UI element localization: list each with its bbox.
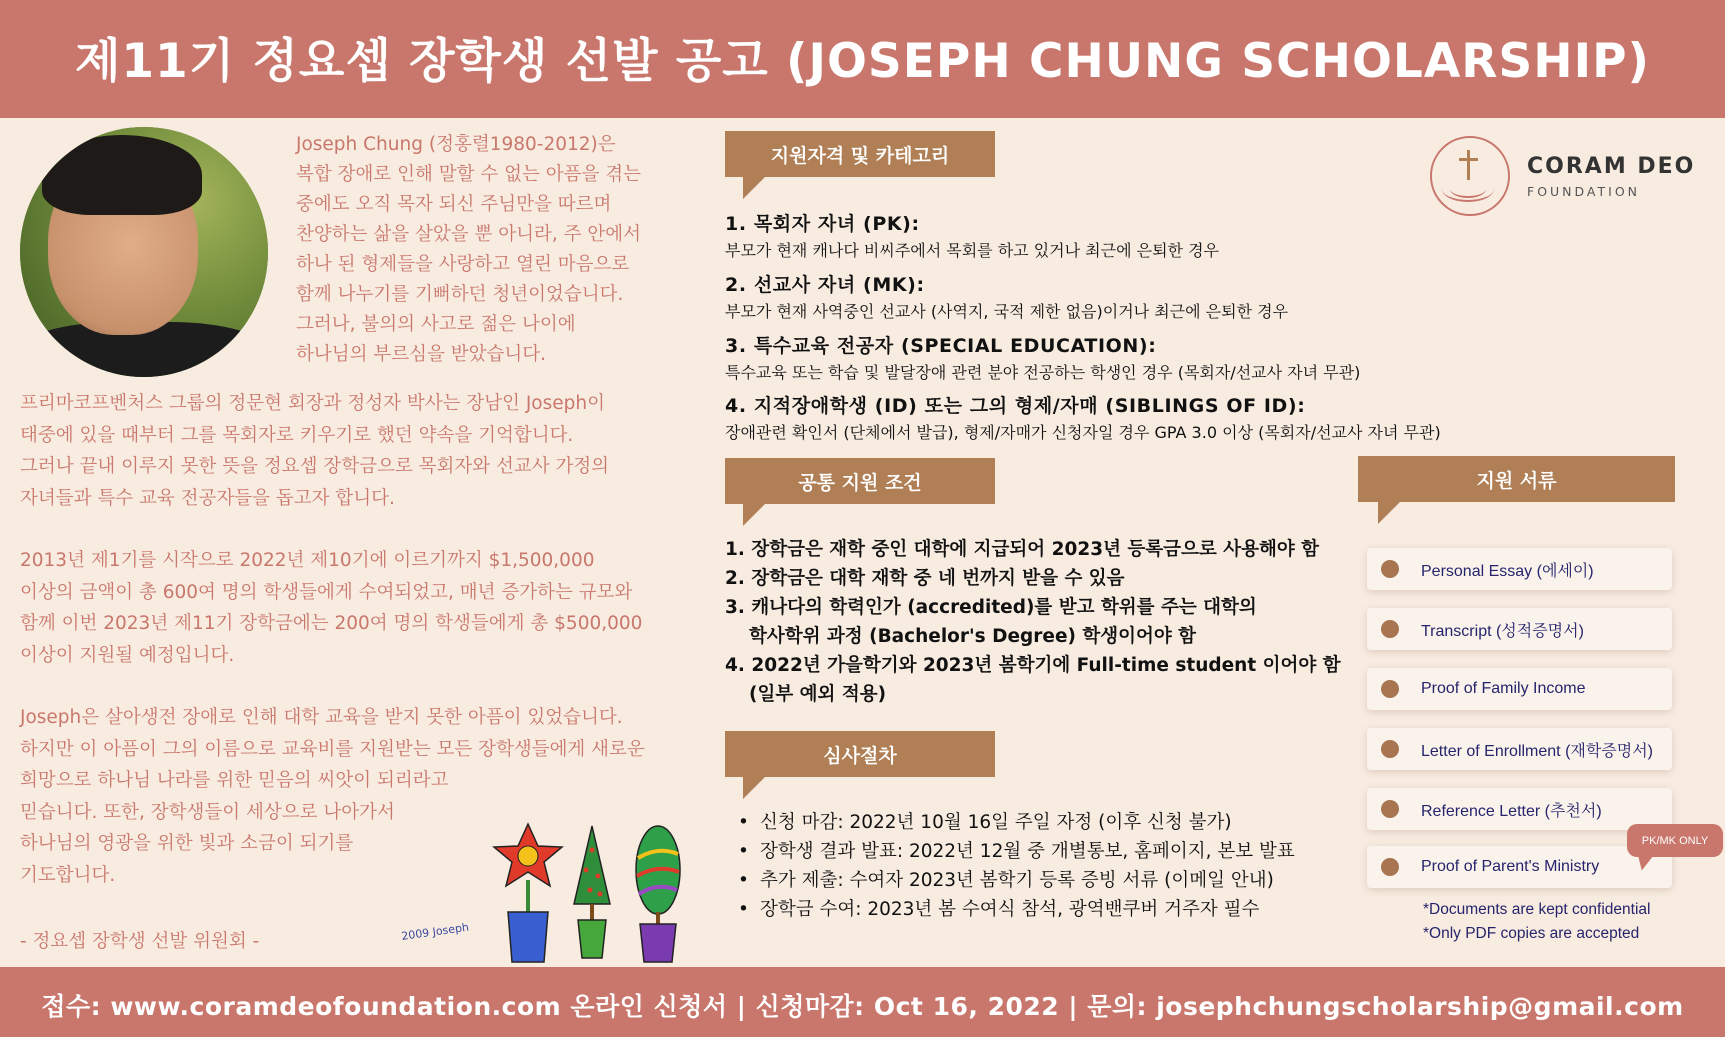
documents-heading: 지원 서류 — [1358, 456, 1675, 502]
note-line: *Documents are kept confidential — [1423, 901, 1651, 918]
category-desc: 특수교육 또는 학습 및 발달장애 관련 분야 전공하는 학생인 경우 (목회자/선교사 자녀 무관) — [725, 363, 1361, 382]
review-process-list — [738, 808, 1295, 924]
condition-line: (일부 예외 적용) — [749, 684, 887, 705]
document-label: Proof of Family Income — [1421, 680, 1586, 697]
bullet-dot-icon — [1381, 800, 1399, 818]
bio-line: 하나님의 부르심을 받았습니다. — [296, 344, 546, 365]
document-item — [1367, 728, 1672, 770]
bio-line: 태중에 있을 때부터 그를 목회자로 키우기로 했던 약속을 기억합니다. — [20, 424, 574, 446]
bio-line: 중에도 오직 목자 되신 주님만을 따르며 — [296, 194, 612, 215]
page-title: 제11기 정요셉 장학생 선발 공고 (JOSEPH CHUNG SCHOLARSHIP) — [74, 34, 1651, 89]
bullet-dot-icon — [1381, 858, 1399, 876]
footer-banner — [0, 967, 1725, 1037]
note-line: *Only PDF copies are accepted — [1423, 925, 1640, 942]
document-notes — [1423, 898, 1650, 946]
drawing-signature: 2009 Joseph — [400, 920, 470, 943]
document-item — [1367, 788, 1672, 830]
childs-flower-drawing — [400, 820, 700, 965]
bio-line: 그러나, 불의의 사고로 젊은 나이에 — [296, 314, 576, 335]
header-banner — [0, 0, 1725, 118]
bio-line: 2013년 제1기를 시작으로 2022년 제10기에 이르기까지 $1,500,000 — [20, 550, 595, 571]
bio-line: 희망으로 하나님 나라를 위한 믿음의 씨앗이 되리라고 — [20, 770, 449, 791]
bio-line: 하나님의 영광을 위한 빛과 소금이 되기를 — [20, 833, 354, 854]
bio-line: 기도합니다. — [20, 864, 116, 886]
document-item — [1367, 548, 1672, 590]
bio-paragraph-history — [20, 545, 690, 671]
document-label: Proof of Parent's Ministry — [1421, 858, 1600, 875]
bio-line: 하나 된 형제들을 사랑하고 열린 마음으로 — [296, 254, 630, 275]
bio-intro — [296, 130, 676, 370]
bio-line: 자녀들과 특수 교육 전공자들을 돕고자 합니다. — [20, 487, 395, 509]
condition-line: 1. 장학금은 재학 중인 대학에 지급되어 2023년 등록금으로 사용해야 함 — [725, 539, 1320, 560]
pk-mk-only-badge: PK/MK ONLY — [1627, 824, 1723, 857]
category-title: 3. 특수교육 전공자 (SPECIAL EDUCATION): — [725, 335, 1157, 357]
condition-line: 학사학위 과정 (Bachelor's Degree) 학생이어야 함 — [749, 626, 1197, 647]
document-item — [1367, 668, 1672, 710]
footer-contact-text: 접수: www.coramdeofoundation.com 온라인 신청서 | 신청마감: Oct 16, 2022 | 문의: josephchungscholarship@gmail.com — [41, 992, 1684, 1021]
common-conditions-heading: 공통 지원 조건 — [725, 458, 995, 504]
joseph-portrait-photo — [20, 127, 268, 377]
category-title: 2. 선교사 자녀 (MK): — [725, 274, 925, 296]
coram-deo-logo — [1428, 132, 1696, 212]
category-mk — [725, 270, 1625, 322]
bio-line: Joseph Chung (정홍렬1980-2012)은 — [296, 134, 616, 155]
eligibility-heading: 지원자격 및 카테고리 — [725, 131, 995, 177]
category-desc: 장애관련 확인서 (단체에서 발급), 형제/자매가 신청자일 경우 GPA 3.0 이상 (목회자/선교사 자녀 무관) — [725, 423, 1441, 442]
logo-name: CORAM DEO — [1527, 154, 1696, 179]
document-label: Letter of Enrollment (재학증명서) — [1421, 742, 1654, 760]
document-item — [1367, 846, 1672, 888]
committee-signature: - 정요셉 장학생 선발 위원회 - — [20, 931, 260, 952]
category-desc: 부모가 현재 캐나다 비씨주에서 목회를 하고 있거나 최근에 은퇴한 경우 — [725, 241, 1219, 260]
bio-line: 함께 이번 2023년 제11기 장학금에는 200여 명의 학생들에게 총 $500,000 — [20, 613, 643, 634]
bio-line: Joseph은 살아생전 장애로 인해 대학 교육을 받지 못한 아픔이 있었습니다. — [20, 707, 623, 728]
bullet-dot-icon — [1381, 560, 1399, 578]
document-label: Transcript (성적증명서) — [1421, 622, 1584, 640]
bio-line: 이상이 지원될 예정입니다. — [20, 644, 235, 666]
review-item: • 장학금 수여: 2023년 봄 수여식 참석, 광역밴쿠버 거주자 필수 — [738, 895, 1295, 924]
bio-line: 복합 장애로 인해 말할 수 없는 아픔을 겪는 — [296, 164, 641, 185]
bio-line: 찬양하는 삶을 살았을 뿐 아니라, 주 안에서 — [296, 224, 641, 245]
category-pk — [725, 209, 1625, 261]
logo-subtitle: FOUNDATION — [1527, 184, 1641, 199]
category-desc: 부모가 현재 사역중인 선교사 (사역지, 국적 제한 없음)이거나 최근에 은퇴한 경우 — [725, 302, 1289, 321]
category-id-siblings — [725, 391, 1625, 443]
category-title: 4. 지적장애학생 (ID) 또는 그의 형제/자매 (SIBLINGS OF ID): — [725, 395, 1306, 417]
bio-line: 이상의 금액이 총 600여 명의 학생들에게 수여되었고, 매년 증가하는 규모와 — [20, 581, 633, 603]
document-label: Personal Essay (에세이) — [1421, 562, 1594, 580]
document-item — [1367, 608, 1672, 650]
bio-line: 하지만 이 아픔이 그의 이름으로 교육비를 지원받는 모든 장학생들에게 새로운 — [20, 738, 645, 760]
category-special-education — [725, 331, 1625, 383]
bio-line: 그러나 끝내 이루지 못한 뜻을 정요셉 장학금으로 목회자와 선교사 가정의 — [20, 456, 610, 477]
common-conditions-list — [725, 535, 1345, 709]
condition-line: 4. 2022년 가을학기와 2023년 봄학기에 Full-time student 이어야 함 — [725, 655, 1341, 676]
bio-line: 프리마코프벤처스 그룹의 정문현 회장과 정성자 박사는 장남인 Joseph이 — [20, 393, 605, 414]
category-title: 1. 목회자 자녀 (PK): — [725, 213, 920, 235]
bio-line: 믿습니다. 또한, 장학생들이 세상으로 나아가서 — [20, 801, 395, 823]
condition-line: 2. 장학금은 대학 재학 중 네 번까지 받을 수 있음 — [725, 568, 1125, 589]
bio-paragraph-promise — [20, 388, 690, 514]
review-item: • 장학생 결과 발표: 2022년 12월 중 개별통보, 홈페이지, 본보 발표 — [738, 837, 1295, 866]
bullet-dot-icon — [1381, 620, 1399, 638]
condition-line: 3. 캐나다의 학력인가 (accredited)를 받고 학위를 주는 대학의 — [725, 597, 1257, 618]
bullet-dot-icon — [1381, 740, 1399, 758]
review-item: • 신청 마감: 2022년 10월 16일 주일 자정 (이후 신청 불가) — [738, 808, 1295, 837]
bullet-dot-icon — [1381, 680, 1399, 698]
document-label: Reference Letter (추천서) — [1421, 802, 1602, 820]
bio-line: 함께 나누기를 기뻐하던 청년이었습니다. — [296, 284, 624, 305]
review-item: • 추가 제출: 수여자 2023년 봄학기 등록 증빙 서류 (이메일 안내) — [738, 866, 1295, 895]
review-process-heading: 심사절차 — [725, 731, 995, 777]
